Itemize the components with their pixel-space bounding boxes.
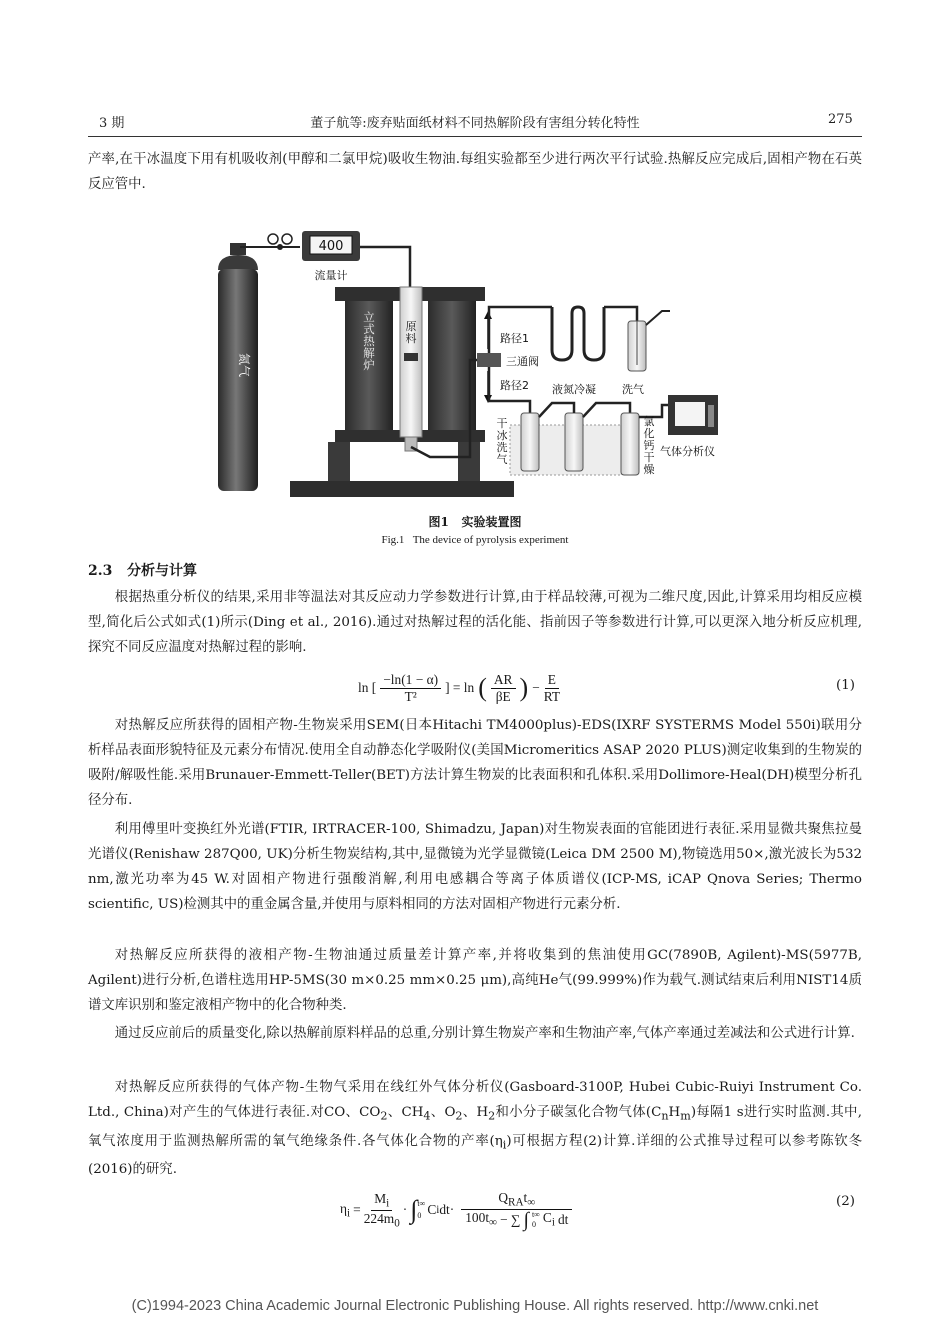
eq2-frac2-integral-upper: t∞ bbox=[531, 1209, 540, 1219]
equation-1-number: (1) bbox=[836, 678, 855, 693]
eq2-frac2-numerator-sub: RA bbox=[508, 1196, 524, 1209]
cacl2-dry-label: 氯化钙干燥 bbox=[643, 415, 655, 476]
gas-text-8: )可根据方程(2)计算.详细的公式推导过程可以参考陈钦冬(2016)的研究. bbox=[88, 1133, 862, 1178]
eq2-eta-subscript: i bbox=[347, 1207, 351, 1220]
eq2-frac2-numerator-t: t bbox=[523, 1190, 528, 1206]
pressure-regulator bbox=[240, 234, 300, 250]
gas-analyzer bbox=[660, 395, 718, 458]
eq2-lhs bbox=[340, 1201, 350, 1220]
eq2-dot: · bbox=[402, 1202, 408, 1217]
eq1-paren-open: ( bbox=[478, 673, 487, 702]
gas-inlet-line bbox=[360, 247, 410, 287]
figure-caption-en bbox=[0, 534, 950, 546]
eq1-paren-close: ) bbox=[519, 673, 529, 702]
eq2-integrand-sub: i bbox=[436, 1204, 440, 1216]
eq2-frac2-den-a-sub: ∞ bbox=[489, 1217, 498, 1230]
eq2-frac2-den-c: C bbox=[542, 1210, 552, 1226]
equation-2 bbox=[340, 1180, 568, 1240]
eq1-frac-rhs2 bbox=[544, 672, 560, 705]
eq2-frac2-den-c-sub: i bbox=[551, 1217, 555, 1230]
header-issue: 3 期 bbox=[99, 116, 125, 131]
intro-paragraph: 产率,在干冰温度下用有机吸收剂(甲醇和二氯甲烷)吸收生物油.每组实验都至少进行两次平行试验.热解反应完成后,固相产物在石英反应管中. bbox=[88, 152, 862, 192]
gas-text-5: 和小分子碳氢化合物气体(C bbox=[495, 1105, 662, 1120]
path1-label: 路径1 bbox=[500, 332, 529, 345]
figure-caption-cn bbox=[0, 513, 950, 530]
eta-subscript: i bbox=[502, 1138, 507, 1152]
h2-subscript: 2 bbox=[488, 1109, 496, 1123]
liquid-product-paragraph: 对热解反应所获得的液相产物-生物油通过质量差计算产率,并将收集到的焦油使用GC(7890B, Agilent)-MS(5977B, Agilent)进行分析,色谱柱选用HP-5MS(30 m×0.25 mm×0.25 μm),高纯He气(99.999%)作为载气.测试结束后利用NIST14质谱文库识别和鉴定液相产物中的化合物种类. bbox=[88, 948, 862, 1013]
eq1-rhs-numerator2: E bbox=[545, 672, 559, 689]
copyright-footer: (C)1994-2023 China Academic Journal Electronic Publishing House. All rights reserved. http://www.cnki.net bbox=[131, 1298, 819, 1314]
flowmeter-display: 400 bbox=[318, 239, 344, 254]
header-rule bbox=[88, 136, 862, 137]
cn-subscript: n bbox=[661, 1109, 669, 1123]
eq2-frac2-den-sum: − ∑ bbox=[500, 1211, 521, 1227]
gas-text-3: 、O bbox=[430, 1105, 456, 1120]
eq2-eta: η bbox=[340, 1200, 348, 1216]
eq2-integral-upper: t∞ bbox=[417, 1199, 426, 1208]
section-number: 2.3 bbox=[88, 563, 113, 579]
gas-text-6: H bbox=[668, 1105, 681, 1120]
gas-text-7: )每隔1 s进行实时监测.其中,氧气浓度用于监测热解所需的氧气绝缘条件.各气体化合物的产率(η bbox=[88, 1105, 862, 1149]
eq2-equals: = bbox=[353, 1202, 361, 1217]
co2-subscript: 2 bbox=[380, 1109, 388, 1123]
eq1-minus: − bbox=[532, 680, 540, 695]
caption-cn-number: 图1 bbox=[428, 515, 449, 529]
section-heading bbox=[88, 560, 197, 580]
cacl2-drying-tube bbox=[621, 405, 670, 476]
gas-wash-label: 洗气 bbox=[622, 383, 644, 396]
eq1-frac-rhs1 bbox=[491, 672, 516, 705]
hm-subscript: m bbox=[680, 1109, 691, 1123]
eq2-dt: dt· bbox=[439, 1202, 455, 1217]
header-title: 董子航等:废弃贴面纸材料不同热解阶段有害组分转化特性 bbox=[310, 116, 640, 131]
raw-material-label: 原料 bbox=[405, 320, 417, 345]
three-way-valve bbox=[477, 353, 539, 368]
furnace-label: 立式热解炉 bbox=[363, 310, 375, 372]
equation-2-number: (2) bbox=[836, 1194, 855, 1209]
gas-text-4: 、H bbox=[462, 1105, 489, 1120]
eq2-frac1-numerator-sub: i bbox=[386, 1197, 390, 1210]
eq1-lhs-denominator: T² bbox=[404, 688, 417, 704]
path2-label: 路径2 bbox=[500, 379, 529, 392]
eq1-rhs-numerator1: AR bbox=[491, 672, 516, 689]
eq2-frac2-numerator: Q bbox=[498, 1190, 509, 1206]
furnace-stand bbox=[290, 442, 514, 497]
dry-ice-wash-label: 干冰洗气 bbox=[496, 417, 508, 466]
figure-apparatus bbox=[200, 225, 760, 505]
flowmeter bbox=[302, 231, 360, 282]
liquid-nitrogen-label: 液氮冷凝 bbox=[552, 383, 596, 396]
eq2-frac2-den-dt: dt bbox=[557, 1211, 569, 1227]
eq2-integrand: C bbox=[427, 1202, 437, 1217]
eq2-frac2 bbox=[465, 1190, 568, 1230]
gas-wash-bottle bbox=[622, 311, 670, 396]
caption-en-text: The device of pyrolysis experiment bbox=[412, 534, 569, 546]
eq1-lhs-numerator: −ln(1 − α) bbox=[380, 672, 441, 689]
eq1-frac-lhs bbox=[380, 672, 441, 705]
header-page-number: 275 bbox=[828, 112, 853, 127]
eq2-frac2-integral-sign: ∫ bbox=[523, 1208, 529, 1231]
quartz-tube bbox=[400, 287, 422, 451]
nitrogen-cylinder bbox=[218, 243, 258, 491]
solid-product-paragraph: 对热解反应所获得的固相产物-生物炭采用SEM(日本Hitachi TM4000plus)-EDS(IXRF SYSTERMS Model 550i)联用分析样品表面形貌特征及元素分布情况.使用全自动静态化学吸附仪(美国Micromeritics ASAP 2020 PLUS)测定收集到的生物炭的吸附/解吸性能.采用Brunauer-Emmett-Teller(BET)方法计算生物炭的比表面积和孔体积.采用Dollimore-Heal(DH)模型分析孔径分布. bbox=[88, 718, 862, 808]
eq2-integral bbox=[410, 1197, 454, 1223]
eq2-frac1-denominator: 224m bbox=[363, 1210, 395, 1226]
eq2-frac2-den-a: 100t bbox=[465, 1210, 490, 1226]
section-title: 分析与计算 bbox=[126, 563, 197, 579]
gas-analyzer-label: 气体分析仪 bbox=[660, 445, 715, 458]
eq2-integral-lower: 0 bbox=[417, 1211, 422, 1220]
analysis-paragraph: 根据热重分析仪的结果,采用非等温法对其反应动力学参数进行计算,由于样品较薄,可视为二维尺度,因此,计算采用均相反应模型,简化后公式如式(1)所示(Ding et al., 2016).通过对热解过程的活化能、指前因子等参数进行计算,可以更深入地分析反应机理,探究不同反应温度对热解过程的影响. bbox=[88, 590, 862, 655]
ftir-paragraph: 利用傅里叶变换红外光谱(FTIR, IRTRACER-100, Shimadzu, Japan)对生物炭表面的官能团进行表征.采用显微共聚焦拉曼光谱仪(Renishaw 287Q00, UK)分析生物炭结构,其中,显微镜为光学显微镜(Leica DM 2500 M),物镜选用50×,激光波长为532 nm,激光功率为45 W.对固相产物进行强酸消解,利用电感耦合等离子体质谱仪(ICP-MS, iCAP Qnova Series; Thermo scientific, US)检测其中的重金属含量,并使用与原料相同的方法对固相产物进行元素分析. bbox=[88, 822, 862, 912]
flowmeter-label: 流量计 bbox=[314, 269, 348, 282]
gas-text-2: 、CH bbox=[387, 1105, 424, 1120]
eq1-rhs-denominator1: βE bbox=[495, 688, 511, 704]
eq2-frac1 bbox=[364, 1191, 400, 1229]
mass-change-paragraph: 通过反应前后的质量变化,除以热解前原料样品的总重,分别计算生物炭产率和生物油产率,气体产率通过差减法和公式进行计算. bbox=[114, 1026, 855, 1041]
caption-en-number: Fig.1 bbox=[381, 534, 405, 546]
ch4-subscript: 4 bbox=[423, 1109, 431, 1123]
eq2-frac2-integral-lower: 0 bbox=[531, 1219, 536, 1229]
three-way-valve-label: 三通阀 bbox=[506, 355, 539, 368]
eq1-rhs-denominator2: RT bbox=[543, 688, 561, 704]
eq2-frac2-numerator-t-sub: ∞ bbox=[527, 1196, 536, 1209]
o2-subscript: 2 bbox=[455, 1109, 463, 1123]
nitrogen-label: 氮气 bbox=[237, 352, 251, 378]
gas-text-1: 对热解反应所获得的气体产物-生物气采用在线红外气体分析仪(Gasboard-3100P, Hubei Cubic-Ruiyi Instrument Co. Ltd., China)对产生的气体进行表征.对CO、CO bbox=[88, 1080, 862, 1120]
eq1-lhs-prefix: ln [ bbox=[358, 680, 377, 695]
caption-cn-text: 实验装置图 bbox=[461, 515, 522, 529]
eq1-lhs-suffix: ] = ln bbox=[445, 680, 475, 695]
eq2-integral-sign: ∫ bbox=[410, 1195, 418, 1224]
eq2-frac1-denominator-sub: 0 bbox=[394, 1217, 400, 1230]
eq2-frac1-numerator: M bbox=[374, 1190, 387, 1206]
equation-1 bbox=[358, 666, 560, 710]
gas-product-paragraph bbox=[88, 1075, 862, 1182]
